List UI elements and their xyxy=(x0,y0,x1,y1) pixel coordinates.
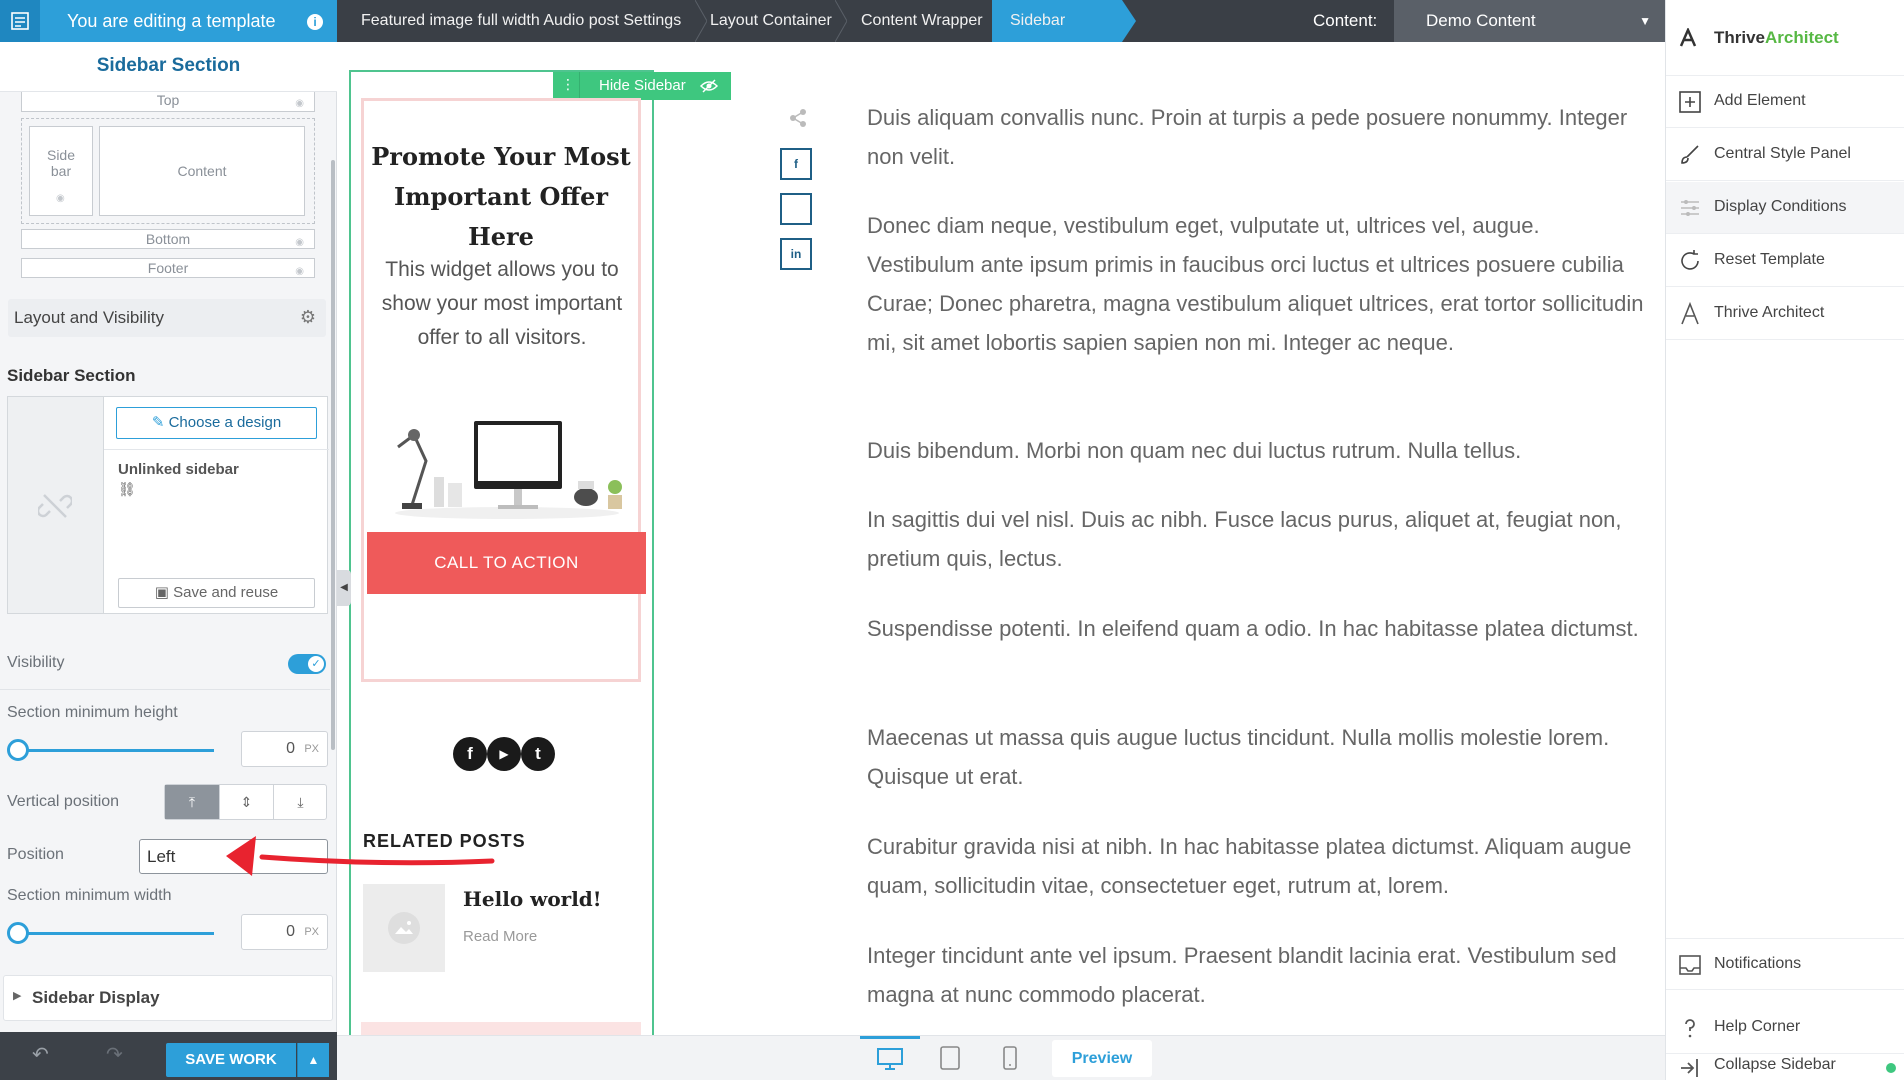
post-title-link[interactable]: Hello world! xyxy=(463,887,602,911)
layout-content-box[interactable] xyxy=(99,126,305,216)
min-width-slider-knob[interactable] xyxy=(7,922,29,944)
call-to-action-button[interactable]: CALL TO ACTION xyxy=(367,532,646,594)
central-style-panel-label: Central Style Panel xyxy=(1714,145,1851,162)
sidebar-display-label: Sidebar Display xyxy=(32,988,160,1007)
settings-scroll-area[interactable] xyxy=(0,92,337,1032)
image-placeholder-icon xyxy=(387,911,421,945)
eye-icon[interactable]: ◉ xyxy=(295,98,304,109)
breadcrumb-item[interactable]: Content Wrapper xyxy=(861,12,983,29)
collapse-sidebar-item[interactable] xyxy=(1666,1054,1904,1080)
min-width-input[interactable] xyxy=(241,914,328,950)
min-width-label: Section minimum width xyxy=(7,887,172,904)
save-work-button[interactable]: SAVE WORK xyxy=(166,1043,296,1077)
min-width-value: 0 xyxy=(286,923,295,940)
brand-name xyxy=(1714,28,1839,48)
offer-widget[interactable] xyxy=(361,98,641,682)
min-height-unit: PX xyxy=(304,743,319,755)
layout-footer-box[interactable] xyxy=(21,258,315,278)
thrive-architect-label: Thrive Architect xyxy=(1714,304,1825,321)
save-reuse-label: Save and reuse xyxy=(173,584,279,601)
choose-design-label: Choose a design xyxy=(168,414,282,431)
related-posts-heading: RELATED POSTS xyxy=(363,831,526,851)
content-paragraph: In sagittis dui vel nisl. Duis ac nibh. Fusce lacus purus, aliquet at, feugiat non, pretium quis, lectus. xyxy=(867,507,1622,571)
layout-bottom-label: Bottom xyxy=(145,231,191,247)
share-linkedin-icon[interactable]: in xyxy=(780,238,812,270)
layout-visibility-row[interactable] xyxy=(8,299,326,337)
brand-name-part: Thrive xyxy=(1714,28,1766,47)
align-middle-icon[interactable]: ⇕ xyxy=(219,785,273,819)
choose-design-button[interactable] xyxy=(116,407,317,439)
eye-icon[interactable]: ◉ xyxy=(295,237,304,248)
central-style-panel-item[interactable] xyxy=(1666,129,1904,181)
breadcrumb-item-active[interactable]: Sidebar xyxy=(992,0,1122,42)
sidebar-display-row[interactable] xyxy=(3,975,333,1021)
content-paragraph: Duis aliquam convallis nunc. Proin at turpis a pede posuere nonummy. Integer non velit. xyxy=(867,105,1628,169)
offer-title: Promote Your Most Important Offer Here xyxy=(371,142,631,251)
breadcrumb-item[interactable]: Layout Container xyxy=(710,12,832,29)
content-label: Content: xyxy=(1313,11,1378,30)
save-and-reuse-button[interactable] xyxy=(118,578,315,608)
check-icon: ✓ xyxy=(308,656,324,672)
twitter-icon[interactable]: t xyxy=(521,737,555,771)
layout-footer-label: Footer xyxy=(147,260,189,276)
layout-sidebar-label: Side bar xyxy=(46,147,76,179)
drag-handle-icon[interactable]: ⋮ xyxy=(561,76,575,92)
youtube-icon[interactable]: ▶ xyxy=(487,737,521,771)
min-width-unit: PX xyxy=(304,926,319,938)
thrive-architect-logo-icon xyxy=(1678,28,1698,48)
status-dot xyxy=(1886,1063,1896,1073)
breadcrumb-separator xyxy=(695,0,707,42)
content-select[interactable] xyxy=(1394,0,1665,42)
display-conditions-label: Display Conditions xyxy=(1714,198,1847,215)
display-conditions-item[interactable] xyxy=(1666,182,1904,234)
redo-icon[interactable]: ↷ xyxy=(106,1044,123,1066)
align-top-icon[interactable]: ⤒ xyxy=(165,785,219,819)
visibility-label: Visibility xyxy=(7,654,65,671)
device-preview-bar xyxy=(337,1035,1665,1080)
share-icon[interactable] xyxy=(788,108,808,128)
min-height-input[interactable] xyxy=(241,731,328,767)
collapse-sidebar-label: Collapse Sidebar xyxy=(1714,1056,1836,1073)
help-corner-label: Help Corner xyxy=(1714,1018,1801,1035)
brush-icon: ✎ xyxy=(151,414,169,431)
min-height-value: 0 xyxy=(286,740,295,757)
position-label: Position xyxy=(7,846,64,863)
content-paragraph: Maecenas ut massa quis augue luctus tincidunt. Nulla mollis molestie lorem. Quisque ut erat. xyxy=(867,725,1610,789)
eye-slash-icon xyxy=(700,78,718,94)
desktop-view-icon[interactable] xyxy=(860,1036,920,1081)
unlink-icon xyxy=(38,489,72,523)
sidebar-section-header: Sidebar Section xyxy=(7,366,136,385)
content-paragraph: Duis bibendum. Morbi non quam nec dui luctus rutrum. Nulla tellus. xyxy=(867,438,1522,463)
layout-sidebar-box[interactable] xyxy=(29,126,93,216)
left-settings-panel xyxy=(0,0,337,1080)
read-more-link[interactable]: Read More xyxy=(463,928,538,945)
notifications-label: Notifications xyxy=(1714,955,1802,972)
unlink-small-icon: ⛓ xyxy=(118,481,136,497)
next-widget-edge xyxy=(361,1022,641,1035)
align-bottom-icon[interactable]: ⤓ xyxy=(273,785,327,819)
offer-description: This widget allows you to show your most important offer to all visitors. xyxy=(381,258,623,349)
layout-top-label: Top xyxy=(156,92,180,108)
divider xyxy=(579,72,580,100)
content-paragraph: Curabitur gravida nisi at nibh. In hac habitasse platea dictumst. Aliquam augue quam, sollicitudin vitae, consectetuer eget, rutrum at, lorem. xyxy=(867,834,1632,898)
breadcrumb-separator xyxy=(835,0,847,42)
content-paragraph: Integer tincidunt ante vel ipsum. Praesent blandit lacinia erat. Vestibulum sed magna at nunc commodo placerat. xyxy=(867,943,1617,1007)
notifications-icon xyxy=(1678,953,1702,977)
undo-icon[interactable]: ↶ xyxy=(32,1044,49,1066)
layout-top-box[interactable] xyxy=(21,92,315,112)
architect-icon xyxy=(1678,302,1702,326)
min-height-slider-track[interactable] xyxy=(18,749,214,752)
reset-icon xyxy=(1678,249,1702,273)
layout-bottom-box[interactable] xyxy=(21,229,315,249)
brush-icon xyxy=(1678,143,1702,167)
share-twitter-icon[interactable] xyxy=(780,193,812,225)
editor-canvas[interactable] xyxy=(337,42,1665,1035)
reset-template-item[interactable] xyxy=(1666,235,1904,287)
design-card xyxy=(7,396,328,614)
min-height-slider-knob[interactable] xyxy=(7,739,29,761)
help-corner-item[interactable] xyxy=(1666,1002,1904,1054)
post-thumbnail[interactable] xyxy=(363,884,445,972)
sliders-icon xyxy=(1678,196,1702,220)
min-height-label: Section minimum height xyxy=(7,704,178,721)
tablet-view-icon[interactable] xyxy=(920,1036,980,1081)
collapse-panel-tab[interactable]: ◀ xyxy=(337,570,351,606)
info-icon[interactable]: i xyxy=(307,14,323,30)
brand-header xyxy=(1666,0,1904,76)
brand-name-part: Architect xyxy=(1765,28,1839,47)
share-facebook-icon[interactable]: f xyxy=(780,148,812,180)
panel-scrollbar[interactable] xyxy=(331,160,335,750)
thrive-architect-item[interactable] xyxy=(1666,288,1904,340)
layout-visibility-label: Layout and Visibility xyxy=(14,308,164,327)
visibility-toggle[interactable] xyxy=(288,654,326,674)
add-element-label: Add Element xyxy=(1714,92,1806,109)
collapse-icon xyxy=(1678,1056,1702,1080)
facebook-icon[interactable]: f xyxy=(453,737,487,771)
desk-illustration xyxy=(390,417,624,523)
breadcrumb-bar xyxy=(337,0,1665,42)
add-element-item[interactable] xyxy=(1666,76,1904,128)
chevron-down-icon: ▼ xyxy=(1639,14,1651,28)
content-select-value: Demo Content xyxy=(1426,11,1536,30)
mobile-view-icon[interactable] xyxy=(980,1036,1040,1081)
right-sidebar xyxy=(1665,0,1904,1080)
content-paragraph: Donec diam neque, vestibulum eget, vulputate ut, ultrices vel, augue. Vestibulum ante ipsum primis in faucibus orci luctus et ultrices posuere cubilia Curae; Donec pharetra, magna vestibulum aliquet ultrices, erat tortor sollicitudin mi, sit amet lobortis sapien sapien non mi. Integer ac neque. xyxy=(867,213,1644,355)
unlinked-sidebar-label: Unlinked sidebar xyxy=(118,461,239,478)
layout-content-label: Content xyxy=(177,163,227,179)
position-select[interactable]: Left xyxy=(139,839,328,874)
plus-square-icon xyxy=(1678,90,1702,114)
eye-icon[interactable]: ◉ xyxy=(56,193,65,204)
breadcrumb-item[interactable]: Featured image full width Audio post Settings xyxy=(361,12,682,29)
editing-template-banner xyxy=(0,0,337,42)
min-width-slider-track[interactable] xyxy=(18,932,214,935)
content-paragraph: Suspendisse potenti. In eleifend quam a odio. In hac habitasse platea dictumst. xyxy=(867,616,1639,641)
banner-text: You are editing a template xyxy=(67,11,276,31)
panel-title: Sidebar Section xyxy=(0,42,337,92)
notifications-item[interactable] xyxy=(1666,938,1904,990)
divider xyxy=(0,689,330,690)
hide-sidebar-bar[interactable] xyxy=(553,72,731,100)
hide-sidebar-label: Hide Sidebar xyxy=(599,77,686,94)
help-icon xyxy=(1678,1016,1702,1040)
save-icon: ▣ xyxy=(154,584,174,601)
vertical-position-group xyxy=(164,784,327,820)
save-options-caret-icon[interactable]: ▲ xyxy=(297,1043,329,1077)
gear-icon[interactable]: ⚙ xyxy=(299,307,316,327)
divider xyxy=(104,449,329,450)
eye-icon[interactable]: ◉ xyxy=(295,266,304,277)
vertical-position-label: Vertical position xyxy=(7,793,120,810)
design-thumb xyxy=(8,397,104,613)
reset-template-label: Reset Template xyxy=(1714,251,1825,268)
breadcrumb-active-arrow xyxy=(1122,0,1136,42)
caret-right-icon: ▶ xyxy=(13,990,22,1002)
thrive-logo-icon[interactable] xyxy=(0,0,40,42)
preview-button[interactable]: Preview xyxy=(1052,1040,1152,1077)
